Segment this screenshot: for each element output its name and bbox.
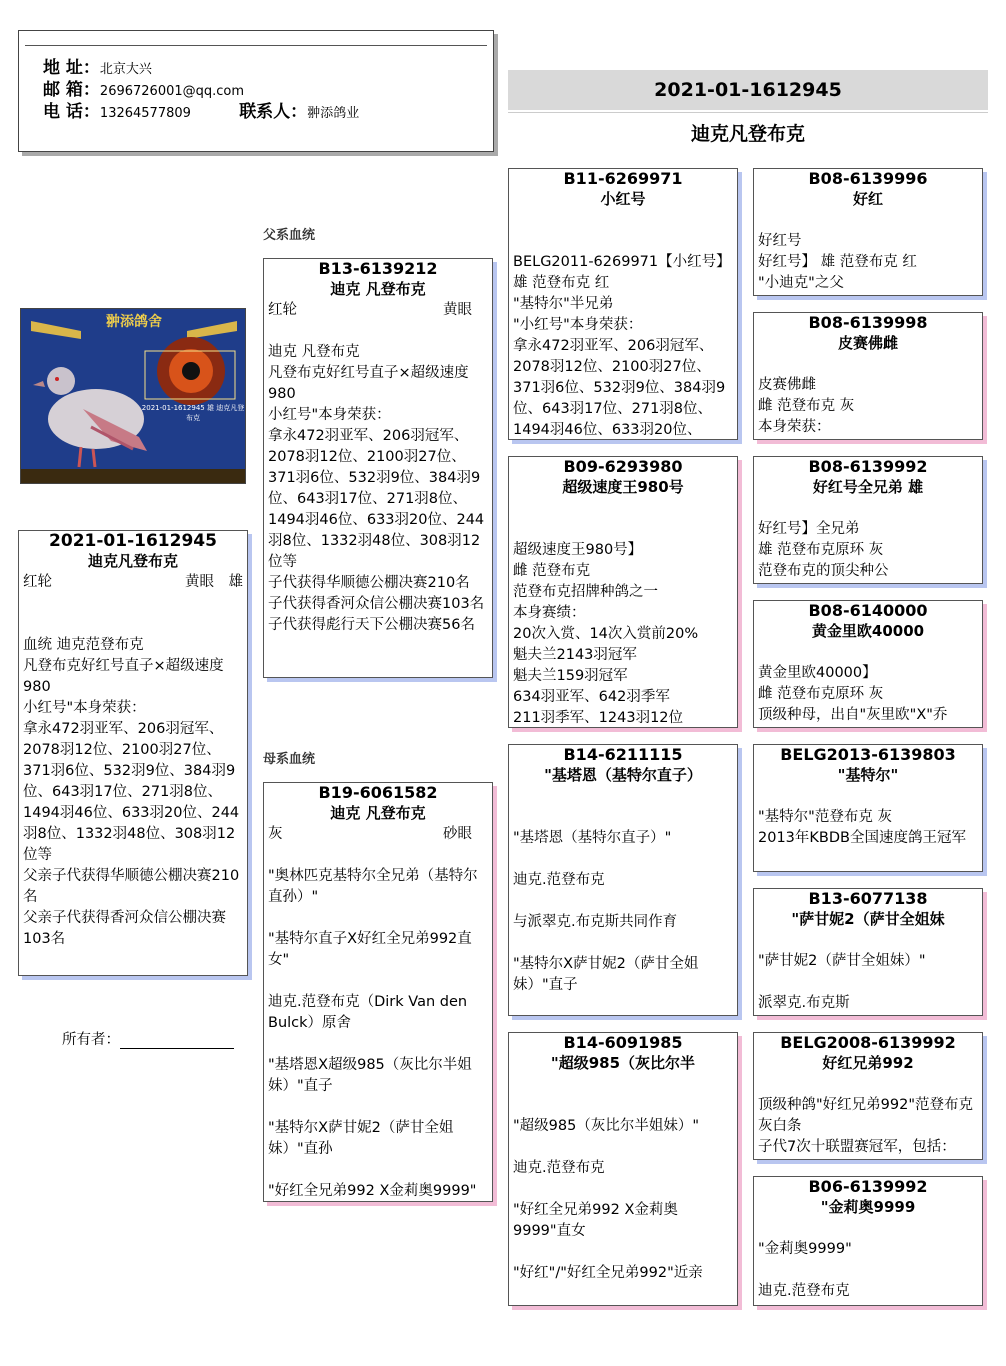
description-line	[513, 807, 733, 828]
description-line	[758, 354, 978, 375]
description-line: "奥林匹克基特尔全兄弟（基特尔直孙）"	[268, 868, 478, 905]
description-line	[513, 1095, 733, 1116]
great-grandparent-name: 好红	[852, 190, 883, 208]
great-grandparent-name: "金莉奥9999	[820, 1198, 916, 1216]
description-line	[758, 642, 978, 663]
dam-color: 灰	[268, 826, 283, 842]
email-label: 邮 箱：	[43, 80, 100, 100]
pigeon-photo-graphic	[21, 309, 246, 484]
granddam-paternal-card	[508, 456, 738, 728]
description-line	[758, 930, 978, 951]
subject-name: 迪克凡登布克	[87, 552, 178, 570]
description-line: "金莉奥9999"	[758, 1241, 852, 1257]
address-label: 地 址：	[43, 58, 100, 78]
grandparent-ring-number: B11-6269971	[563, 169, 683, 188]
description-line	[268, 1160, 488, 1181]
grandparent-name: "基塔恩（基特尔直子）	[544, 766, 702, 784]
description-line	[513, 210, 733, 231]
granddam-maternal-card	[508, 1032, 738, 1306]
sire-color: 红轮	[268, 302, 297, 318]
description-line	[268, 845, 488, 866]
great-grandparent-description	[758, 498, 978, 582]
description-line	[268, 971, 488, 992]
contact-box	[18, 30, 494, 152]
description-line: 子代获得华顺德公棚决赛210名	[268, 575, 470, 591]
description-line: "小迪克"之父	[758, 275, 844, 291]
grandparent-name: 超级速度王980号	[562, 478, 684, 496]
great-grandparent-description	[758, 1218, 978, 1302]
owner-signature-line[interactable]	[120, 1034, 234, 1049]
description-line	[268, 1034, 488, 1055]
description-line: "基塔恩（基特尔直子）"	[513, 830, 672, 846]
description-line	[513, 498, 733, 519]
description-line	[513, 786, 733, 807]
description-line: 好红号	[758, 233, 802, 249]
great-grandparent-description	[758, 930, 978, 1014]
header-divider	[508, 112, 988, 113]
great-grandparent-card	[753, 1032, 983, 1160]
great-grandparent-description	[758, 642, 978, 726]
description-line: 2013年KBDB全国速度鸽王冠军	[758, 830, 966, 846]
description-line: 子代获得香河众信公棚决赛103名	[268, 596, 485, 612]
description-line	[758, 210, 978, 231]
description-line: 父亲子代获得华顺德公棚决赛210名	[23, 868, 240, 905]
subject-description	[23, 593, 243, 950]
description-line: 迪克.范登布克	[758, 1283, 850, 1299]
sire-card	[263, 258, 493, 678]
description-line: 20次入赏、14次入赏前20%	[513, 626, 699, 642]
header-ring-number: 2021-01-1612945	[508, 70, 988, 110]
sire-name: 迪克 凡登布克	[330, 280, 426, 298]
grandparent-ring-number: B14-6211115	[563, 745, 683, 764]
grandparent-description	[513, 210, 736, 440]
owner-label: 所有者：	[62, 1032, 120, 1048]
great-grandparent-ring-number: B13-6077138	[808, 889, 928, 908]
description-line: "好红"/"好红全兄弟992"近亲	[513, 1265, 703, 1281]
photo-caption: 2021-01-1612945 雄 迪克凡登布克	[141, 404, 245, 422]
description-line	[758, 1074, 978, 1095]
great-grandparent-card	[753, 168, 983, 296]
description-line: 黄金里欧40000】	[758, 665, 877, 681]
description-line: 迪克.范登布克	[513, 1160, 605, 1176]
description-line	[513, 849, 733, 870]
pigeon-photo	[20, 308, 246, 484]
description-line: 魁夫兰159羽冠军	[513, 668, 628, 684]
great-grandparent-ring-number: B06-6139992	[808, 1177, 928, 1196]
description-line: 凡登布克好红号直子×超级速度980	[23, 658, 224, 695]
great-grandparent-name: 好红号全兄弟 雄	[812, 478, 924, 496]
great-grandparent-ring-number: B08-6139992	[808, 457, 928, 476]
great-grandparent-ring-number: B08-6140000	[808, 601, 928, 620]
description-line	[758, 498, 978, 519]
sire-description	[268, 321, 488, 636]
mother-line-label: 母系血统	[263, 752, 316, 767]
great-grandparent-description	[758, 210, 978, 294]
description-line: 子代获得彪行天下公棚决赛56名	[268, 617, 475, 633]
great-grandparent-name: "萨甘妮2（萨甘全姐妹	[791, 910, 945, 928]
father-line-label: 父系血统	[263, 228, 316, 243]
description-line: 本身赛绩：	[513, 605, 586, 621]
phone-value: 13264577809	[99, 106, 191, 121]
grandparent-name: 小红号	[600, 190, 646, 208]
great-grandparent-card	[753, 1176, 983, 1306]
description-line: 好红号】全兄弟	[758, 521, 860, 537]
dam-description	[268, 845, 488, 1202]
description-line: "基特尔"半兄弟	[513, 296, 614, 312]
grandparent-ring-number: B14-6091985	[563, 1033, 683, 1052]
dam-eye: 砂眼	[443, 826, 472, 842]
description-line: 顶级种母，出自"灰里欧"X"乔	[758, 707, 948, 723]
subject-pigeon-card	[18, 530, 248, 976]
description-line	[268, 321, 488, 342]
great-grandparent-ring-number: B08-6139998	[808, 313, 928, 332]
grandparent-description	[513, 786, 733, 996]
description-line: 派翠克.布克斯	[758, 995, 850, 1011]
description-line: 与派翠克.布克斯共同作育	[513, 914, 678, 930]
grandsire-maternal-card	[508, 744, 738, 1016]
description-line	[513, 1179, 733, 1200]
description-line: BELG2011-6269971【小红号】 雄 范登布克 红	[513, 254, 736, 291]
description-line: 拿永472羽亚军、206羽冠军、2078羽12位、2100羽27位、371羽6位、532羽9位、384羽9位、643羽17位、271羽8位、1494羽46位、633羽20位、244羽8位、1332羽48位、308羽12位等	[268, 428, 485, 570]
address-value: 北京大兴	[99, 62, 152, 77]
description-line: "小红号"本身荣获：	[513, 317, 643, 333]
description-line: 迪克.范登布克（Dirk Van den Bulck）原舍	[268, 994, 472, 1031]
great-grandparent-ring-number: BELG2013-6139803	[780, 745, 956, 764]
description-line	[23, 593, 243, 614]
contact-person-label: 联系人：	[239, 102, 308, 122]
description-line: "基特尔X萨甘妮2（萨甘全姐妹）"直子	[513, 956, 699, 993]
description-line: 好红号】 雄 范登布克 红	[758, 254, 917, 270]
grandparent-description	[513, 1074, 733, 1284]
description-line: "基塔恩X超级985（灰比尔半姐妹）"直子	[268, 1057, 472, 1094]
description-line: 拿永472羽亚军、206羽冠军、2078羽12位、2100羽27位、371羽6位、532羽9位、384羽9位、643羽17位、271羽8位、1494羽46位、633羽20位、244羽8位、1332羽48位、308羽12位等	[23, 721, 240, 863]
email-value: 2696726001@qq.com	[99, 84, 245, 99]
grandparent-ring-number: B09-6293980	[563, 457, 683, 476]
grandparent-description	[513, 498, 733, 728]
description-line	[758, 972, 978, 993]
description-line	[513, 1137, 733, 1158]
description-line: 血统 迪克范登布克	[23, 637, 144, 653]
great-grandparent-ring-number: B08-6139996	[808, 169, 928, 188]
description-line: 本身荣获：	[758, 419, 831, 435]
subject-eye-sex: 黄眼 雄	[185, 574, 243, 590]
photo-banner: 翀添鸽舍	[106, 314, 162, 330]
sire-traits	[268, 300, 488, 321]
grandsire-paternal-card	[508, 168, 738, 440]
contact-person-value: 翀添鸽业	[307, 106, 360, 121]
description-line	[758, 1260, 978, 1281]
great-grandparent-name: "基特尔"	[837, 766, 899, 784]
description-line: 迪克.范登布克	[513, 872, 605, 888]
description-line	[513, 891, 733, 912]
description-line: "萨甘妮2（萨甘全姐妹）"	[758, 953, 926, 969]
description-line: "好红全兄弟992 X金莉奥9999"直女	[513, 1202, 678, 1239]
sire-eye: 黄眼	[443, 302, 472, 318]
dam-card	[263, 782, 493, 1202]
description-line: "基特尔直子X好红全兄弟992直女"	[268, 931, 472, 968]
great-grandparent-description	[758, 786, 978, 849]
description-line: 范登布克的顶尖种公	[758, 563, 889, 579]
great-grandparent-card	[753, 312, 983, 440]
description-line	[758, 786, 978, 807]
description-line	[513, 933, 733, 954]
description-line: 魁夫兰2143羽冠军	[513, 647, 637, 663]
description-line	[513, 1242, 733, 1263]
subject-color: 红轮	[23, 574, 52, 590]
description-line	[23, 614, 243, 635]
description-line: "超级985（灰比尔半姐妹）"	[513, 1118, 700, 1134]
subject-ring-number: 2021-01-1612945	[49, 531, 217, 551]
description-line: 雄 范登布克原环 灰	[758, 542, 884, 558]
description-line: 顶级种鸽"好红兄弟992"范登布克 灰白条	[758, 1097, 978, 1134]
dam-name: 迪克 凡登布克	[330, 804, 426, 822]
description-line	[513, 1074, 733, 1095]
description-line: 皮赛佛雌	[758, 377, 816, 393]
description-line: 小红号"本身荣获：	[23, 700, 146, 716]
description-line: 凡登布克好红号直子×超级速度980	[268, 365, 469, 402]
description-line: 迪克 凡登布克	[268, 344, 360, 360]
phone-row	[43, 97, 359, 122]
description-line	[268, 1097, 488, 1118]
description-line: 超级速度王980号】	[513, 542, 643, 558]
description-line	[268, 908, 488, 929]
dam-traits	[268, 824, 488, 845]
description-line: "基特尔"范登布克 灰	[758, 809, 892, 825]
great-grandparent-card	[753, 744, 983, 872]
dam-ring-number: B19-6061582	[318, 783, 438, 802]
great-grandparent-description	[758, 1074, 978, 1158]
phone-label: 电 话：	[43, 102, 100, 122]
great-grandparent-name: 皮赛佛雌	[837, 334, 898, 352]
subject-traits	[23, 572, 243, 593]
description-line: 小红号"本身荣获：	[268, 407, 391, 423]
description-line	[758, 1218, 978, 1239]
great-grandparent-ring-number: BELG2008-6139992	[780, 1033, 956, 1052]
description-line	[513, 519, 733, 540]
header-pigeon-name: 迪克凡登布克	[690, 123, 805, 145]
great-grandparent-card	[753, 456, 983, 584]
description-line: 雌 范登布克	[513, 563, 591, 579]
description-line	[513, 231, 733, 252]
description-line: 211羽季军、1243羽12位	[513, 710, 684, 726]
description-line: 范登布克招牌种鸽之一	[513, 584, 658, 600]
great-grandparent-name: 黄金里欧40000	[811, 622, 925, 640]
description-line: 拿永472羽亚军、206羽冠军、2078羽12位、2100羽27位、371羽6位、532羽9位、384羽9位、643羽17位、271羽8位、1494羽46位、633羽20位、	[513, 338, 726, 438]
description-line: 父亲子代获得香河众信公棚决赛103名	[23, 910, 226, 947]
great-grandparent-name: 好红兄弟992	[822, 1054, 914, 1072]
great-grandparent-card	[753, 888, 983, 1016]
owner-row	[62, 1028, 234, 1049]
sire-ring-number: B13-6139212	[318, 259, 438, 278]
great-grandparent-card	[753, 600, 983, 728]
great-grandparent-description	[758, 354, 978, 438]
description-line: "基特尔X萨甘妮2（萨甘全姐妹）"直孙	[268, 1120, 454, 1157]
description-line: 634羽亚军、642羽季军	[513, 689, 670, 705]
description-line: "好红全兄弟992 X金莉奥9999"	[268, 1183, 477, 1199]
description-line: 雌 范登布克原环 灰	[758, 686, 884, 702]
description-line: 雌 范登布克 灰	[758, 398, 855, 414]
contact-divider	[25, 45, 487, 46]
grandparent-name: "超级985（灰比尔半	[550, 1054, 696, 1072]
description-line: 子代7次十联盟赛冠军，包括：	[758, 1139, 956, 1155]
